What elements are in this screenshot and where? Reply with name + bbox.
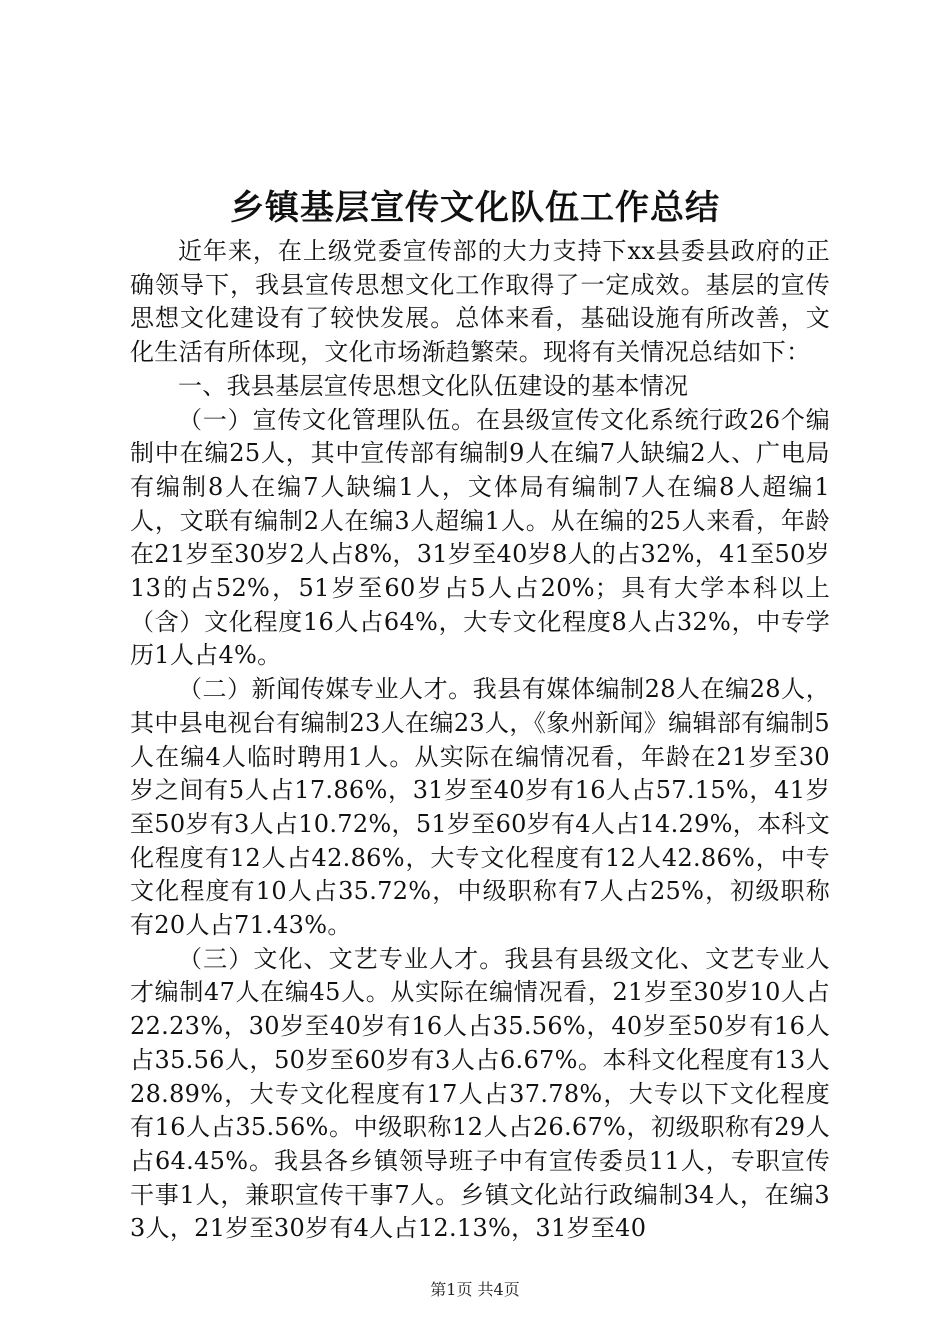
culture-talent-paragraph: （三）文化、文艺专业人才。我县有县级文化、文艺专业人才编制47人在编45人。从实际在编情况看，21岁至30岁10人占22.23%，30岁至40岁有16人占35.56%，40岁至50岁有16人占35.56人，50岁至60岁有3人占6.67%。本科文化程度有13人28.89%，大专文化程度有17人占37.78%，大专以下文化程度有16人占35.56%。中级职称12人占26.67%，初级职称有29人占64.45%。我县各乡镇领导班子中有宣传委员11人，专职宣传干事1人，兼职宣传干事7人。乡镇文化站行政编制34人，在编33人，21岁至30岁有4人占12.13%，31岁至40 — [130, 944, 830, 1243]
intro-paragraph: 近年来，在上级党委宣传部的大力支持下xx县委县政府的正确领导下，我县宣传思想文化工作取得了一定成效。基层的宣传思想文化建设有了较快发展。总体来看，基础设施有所改善，文化生活有所体现，文化市场渐趋繁荣。现将有关情况总结如下： — [130, 237, 830, 367]
management-team-paragraph: （一）宣传文化管理队伍。在县级宣传文化系统行政26个编制中在编25人，其中宣传部有编制9人在编7人缺编2人、广电局有编制8人在编7人缺编1人，文体局有编制7人在编8人超编1人，文联有编制2人在编3人超编1人。从在编的25人来看，年龄在21岁至30岁2人占8%，31岁至40岁8人的占32%，41至50岁13的占52%，51岁至60岁占5人占20%；具有大学本科以上（含）文化程度16人占64%，大专文化程度8人占32%，中专学历1人占4%。 — [130, 405, 830, 670]
document-title: 乡镇基层宣传文化队伍工作总结 — [230, 188, 720, 228]
document-body — [130, 235, 830, 1246]
media-talent-paragraph: （二）新闻传媒专业人才。我县有媒体编制28人在编28人，其中县电视台有编制23人在编23人，《象州新闻》编辑部有编制5人在编4人临时聘用1人。从实际在编情况看，年龄在21岁至30岁之间有5人占17.86%，31岁至40岁有16人占57.15%，41岁至50岁有3人占10.72%，51岁至60岁有4人占14.29%，本科文化程度有12人占42.86%，大专文化程度有12人42.86%，中专文化程度有10人占35.72%，中级职称有7人占25%，初级职称有20人占71.43%。 — [130, 675, 830, 940]
section-heading: 一、我县基层宣传思想文化队伍建设的基本情况 — [178, 371, 689, 400]
page-footer: 第1页 共4页 — [430, 1280, 520, 1299]
